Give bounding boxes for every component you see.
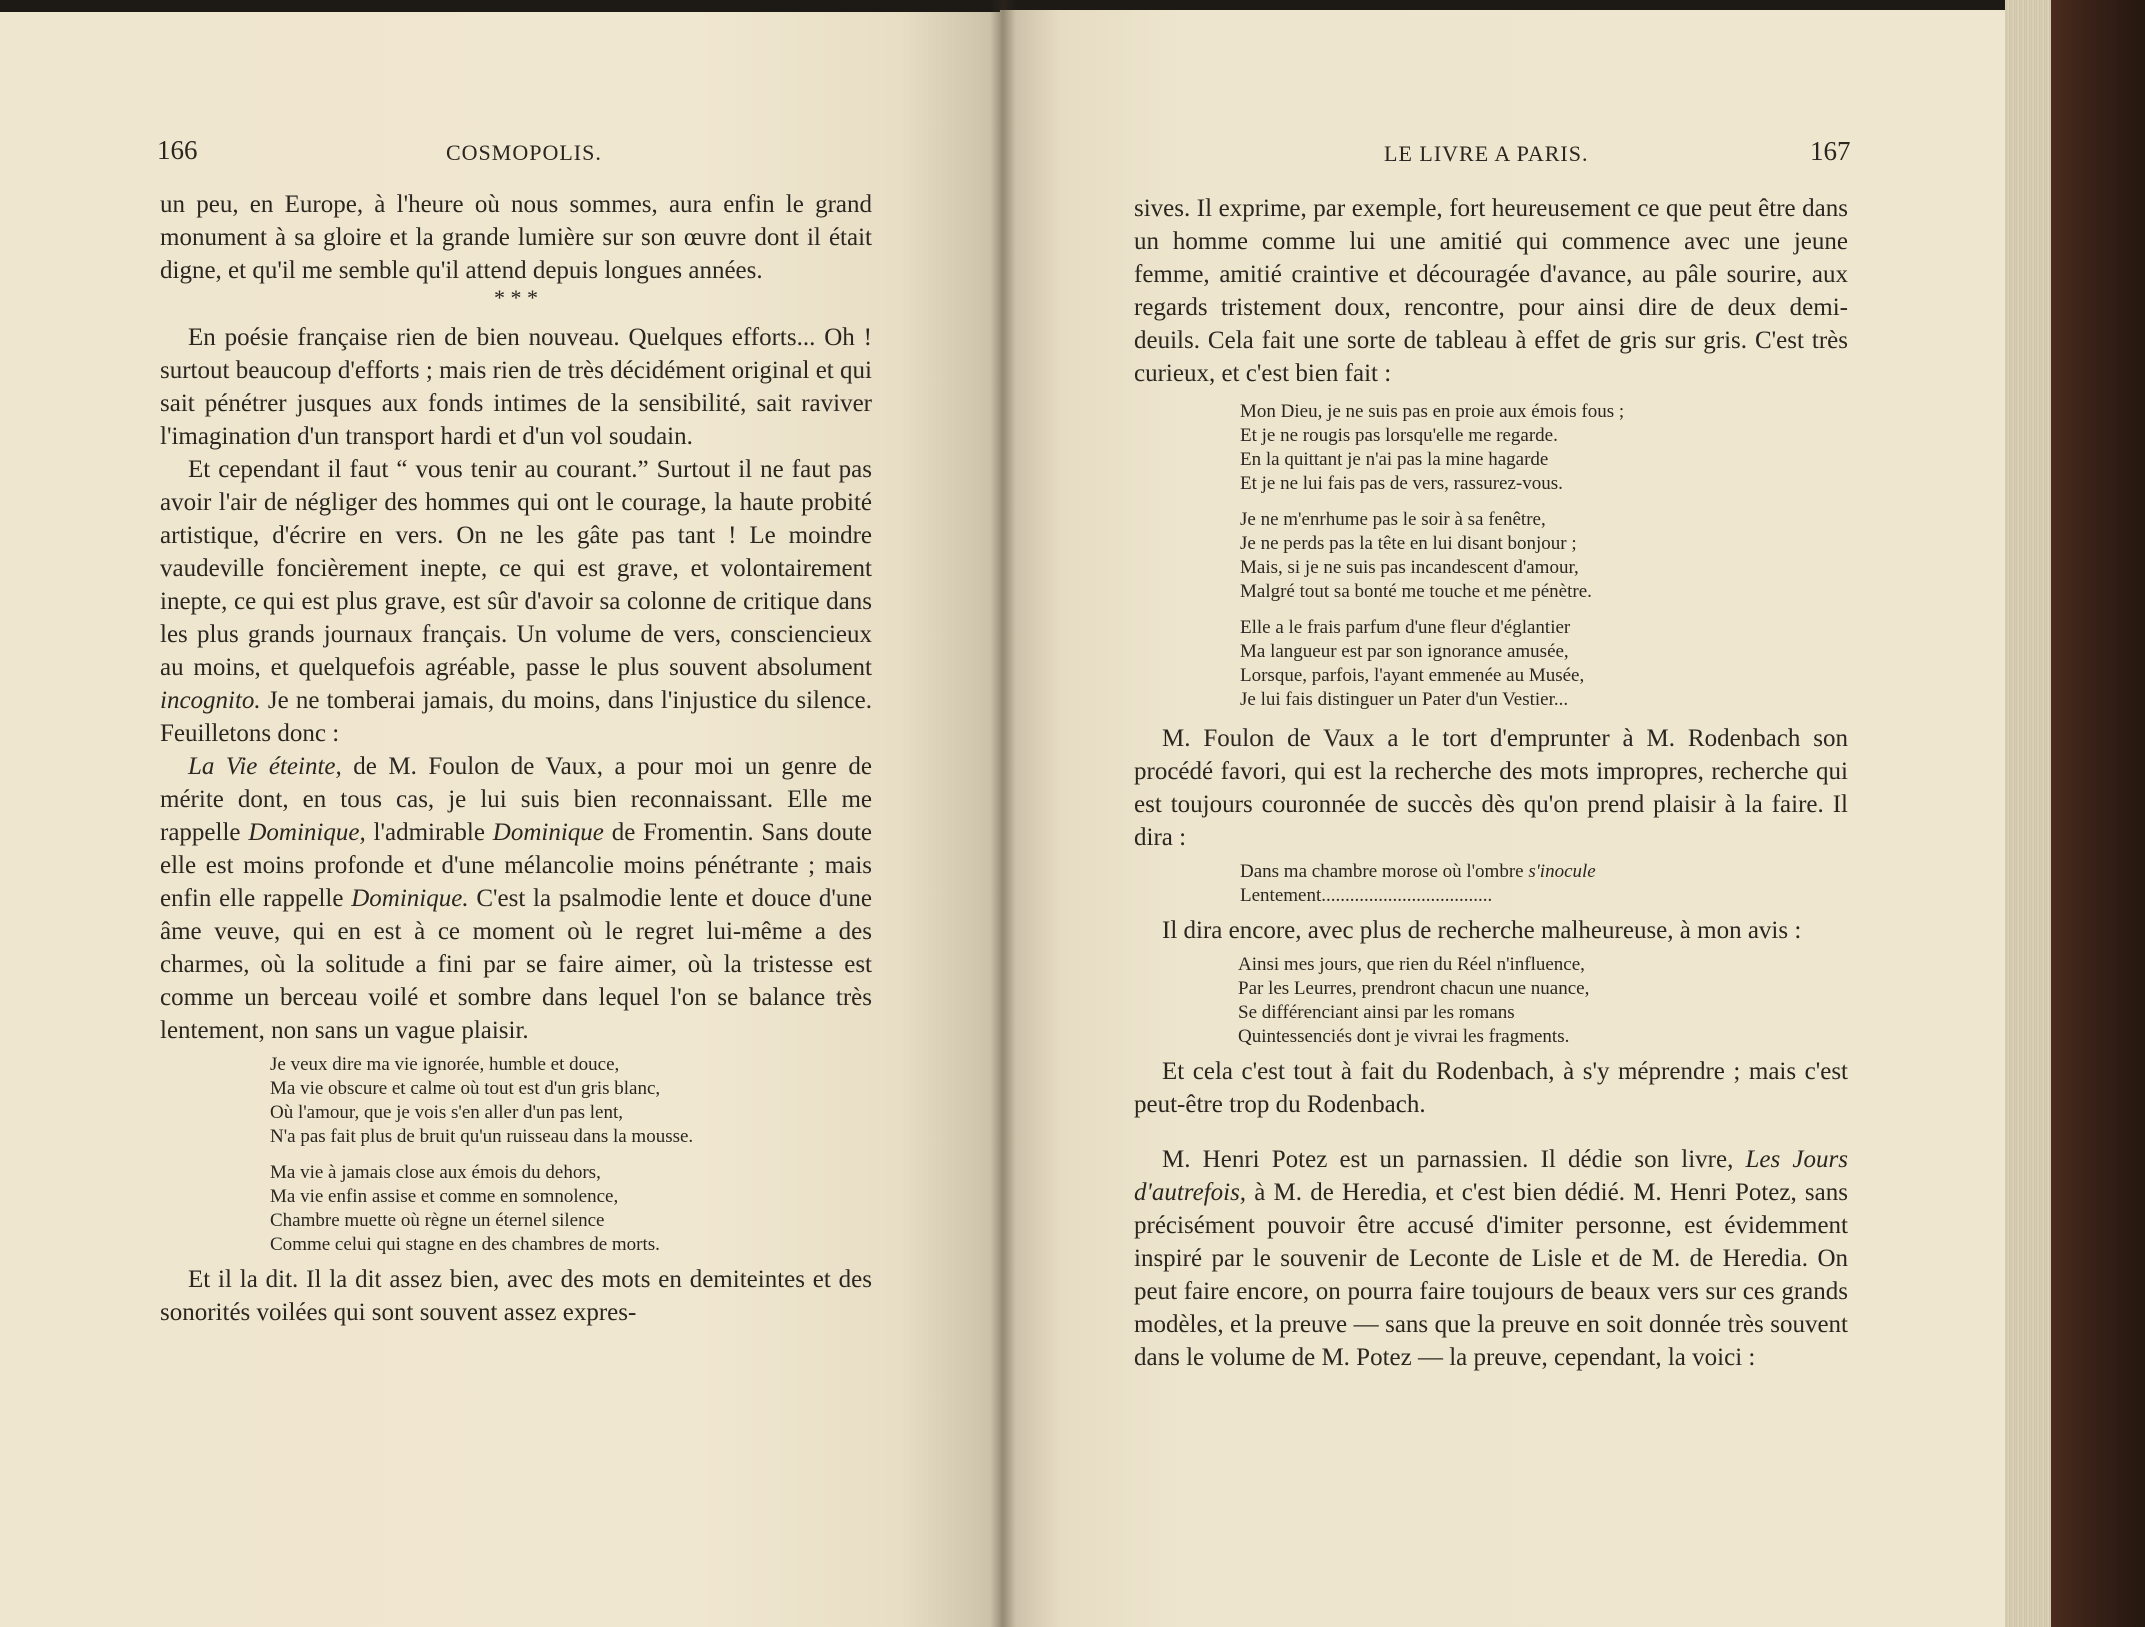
encore-paragraph: Il dira encore, avec plus de recherche malheureuse, à mon avis : xyxy=(1162,917,1802,944)
rodenbach-paragraph: Et cela c'est tout à fait du Rodenbach, à s'y méprendre ; mais c'est peut-être trop du Rodenbach. xyxy=(1134,1058,1848,1118)
right-page xyxy=(1000,10,2008,1627)
verse-line xyxy=(1240,860,1848,884)
paragraph-gap xyxy=(1134,1121,1848,1143)
potez-paragraph xyxy=(1134,1143,1848,1374)
verse-line: Ma vie enfin assise et comme en somnolence, xyxy=(270,1186,619,1207)
verse-stanza xyxy=(270,1161,872,1257)
text-span: l'admirable xyxy=(365,819,493,846)
verse-line: En la quittant je n'ai pas la mine hagarde xyxy=(1240,449,1549,470)
right-opening-paragraph: sives. Il exprime, par exemple, fort heureusement ce que peut être dans un homme comme lui une amitié qui commence avec une jeune femme, amitié craintive et découragée d'avance, au pâle sourire, aux regards tristement doux, rencontre, pour ainsi dire de deux demi-deuils. Cela fait une sorte de tableau à effet de gris sur gris. C'est très curieux, et c'est bien fait : xyxy=(1134,195,1848,387)
right-page-number: 167 xyxy=(1810,136,1851,166)
verse-line: Je lui fais distinguer un Pater d'un Vestier... xyxy=(1240,689,1569,710)
verse-line: Et je ne rougis pas lorsqu'elle me regarde. xyxy=(1240,425,1558,446)
right-verse-2 xyxy=(1240,860,1848,908)
verse-line: N'a pas fait plus de bruit qu'un ruisseau dans la mousse. xyxy=(270,1126,694,1147)
verse-line: Lentement.................................... xyxy=(1240,885,1493,906)
text-span: Dans ma chambre morose où l'ombre xyxy=(1240,861,1529,882)
verse-line: Où l'amour, que je vois s'en aller d'un pas lent, xyxy=(270,1102,624,1123)
text-span: de Fromentin. Sans doute elle est moins profonde et d'une mélancolie moins pénétrante ; mais enfin elle rappelle xyxy=(160,819,873,912)
right-running-head: LE LIVRE A PARIS. xyxy=(1384,141,1589,166)
italic-dominique: Dominique. xyxy=(351,885,469,912)
verse-line: Comme celui qui stagne en des chambres de morts. xyxy=(270,1234,660,1255)
foulon-paragraph: M. Foulon de Vaux a le tort d'emprunter à M. Rodenbach son procédé favori, qui est la recherche des mots impropres, recherche qui est toujours couronnée de succès dès qu'on prend plaisir à la faire. Il dira : xyxy=(1134,725,1848,851)
book-cover-edge xyxy=(2051,0,2145,1627)
right-body xyxy=(1134,192,1848,1374)
left-body xyxy=(160,188,872,1329)
text-span: Et cependant il faut “ vous tenir au courant.” Surtout il ne faut pas avoir l'air de négliger des hommes qui ont le courage, la haute probité artistique, d'écrire en vers. On ne les gâte pas tant ! Le moindre vaudeville foncièrement inepte, ce qui est grave, et volontairement inepte, ce qui est plus grave, est sûr d'avoir sa colonne de critique dans les plus grands journaux français. Un volume de vers, consciencieux au moins, et quelquefois agréable, passe le plus souvent absolument xyxy=(160,456,872,681)
verse-line: Quintessenciés dont je vivrai les fragments. xyxy=(1238,1026,1570,1047)
verse-line: Et je ne lui fais pas de vers, rassurez-vous. xyxy=(1240,473,1563,494)
verse-stanza xyxy=(270,1053,872,1149)
verse-line: Je ne m'enrhume pas le soir à sa fenêtre, xyxy=(1240,509,1546,530)
verse-line: Malgré tout sa bonté me touche et me pénètre. xyxy=(1240,581,1592,602)
text-span: C'est la psalmodie lente et douce d'une âme veuve, qui en est à ce moment où le regret lui-même a des charmes, où la solitude a fini par se faire aimer, où la tristesse est comme un berceau voilé et sombre dans lequel l'on se balance très lentement, non sans un vague plaisir. xyxy=(160,885,872,1044)
book-title-italic: La Vie éteinte, xyxy=(188,753,342,780)
left-verse xyxy=(270,1053,872,1257)
text-span: M. Henri Potez est un parnassien. Il dédie son livre, xyxy=(1162,1146,1746,1173)
italic-incognito: incognito. xyxy=(160,687,261,714)
verse-line: Elle a le frais parfum d'une fleur d'églantier xyxy=(1240,617,1571,638)
text-span: à M. de Heredia, et c'est bien dédié. M. Henri Potez, sans précisément pouvoir être accusé d'imiter personne, est évidemment inspiré par le souvenir de Leconte de Lisle et de M. de Heredia. On peut faire encore, on pourra faire toujours de beaux vers sur ces grands modèles, et la preuve — sans que la preuve en soit donnée très souvent dans le volume de M. Potez — la preuve, cependant, la voici : xyxy=(1134,1179,1848,1371)
verse-stanza xyxy=(1240,400,1848,496)
vie-eteinte-paragraph xyxy=(160,750,872,1047)
page-edges xyxy=(2005,0,2051,1627)
right-verse-3 xyxy=(1238,953,1848,1049)
italic-dominique: Dominique xyxy=(492,819,604,846)
verse-line: Se différenciant ainsi par les romans xyxy=(1238,1002,1515,1023)
verse-line: Ainsi mes jours, que rien du Réel n'influence, xyxy=(1238,954,1585,975)
right-verse-1 xyxy=(1240,400,1848,712)
verse-line: Lorsque, parfois, l'ayant emmenée au Musée, xyxy=(1240,665,1585,686)
left-page xyxy=(0,12,1000,1627)
verse-stanza xyxy=(1240,616,1848,712)
cependant-paragraph xyxy=(160,453,872,750)
verse-line: Mon Dieu, je ne suis pas en proie aux émois fous ; xyxy=(1240,401,1625,422)
poesie-paragraph: En poésie française rien de bien nouveau. Quelques efforts... Oh ! surtout beaucoup d'efforts ; mais rien de très décidément original et qui sait pénétrer jusques aux fonds intimes de la sensibilité, sait raviver l'imagination d'un transport hardi et d'un vol soudain. xyxy=(160,324,872,450)
text-span: Je ne tomberai jamais, du moins, dans l'injustice du silence. Feuilletons donc : xyxy=(160,687,872,747)
italic-dominique: Dominique, xyxy=(248,819,366,846)
italic-inocule: s'inocule xyxy=(1528,861,1596,882)
verse-line: Je ne perds pas la tête en lui disant bonjour ; xyxy=(1240,533,1577,554)
left-running-head: COSMOPOLIS. xyxy=(446,140,602,165)
verse-line: Ma vie obscure et calme où tout est d'un gris blanc, xyxy=(270,1078,661,1099)
closing-paragraph: Et il la dit. Il la dit assez bien, avec des mots en demiteintes et des sonorités voilées qui sont souvent assez expres- xyxy=(160,1266,872,1326)
verse-line: Ma vie à jamais close aux émois du dehors, xyxy=(270,1162,601,1183)
verse-line: Par les Leurres, prendront chacun une nuance, xyxy=(1238,978,1590,999)
text-span: de M. Foulon de Vaux, a pour moi un genre de mérite dont, en tous cas, je lui suis bien reconnaissant. Elle me rappelle xyxy=(160,753,872,846)
verse-line: Chambre muette où règne un éternel silence xyxy=(270,1210,605,1231)
book-gutter xyxy=(990,0,1016,1627)
section-break: * * * xyxy=(494,285,538,310)
verse-stanza xyxy=(1240,508,1848,604)
verse-line: Mais, si je ne suis pas incandescent d'amour, xyxy=(1240,557,1579,578)
left-opening-paragraph: un peu, en Europe, à l'heure où nous sommes, aura enfin le grand monument à sa gloire et la grande lumière sur son œuvre dont il était digne, et qu'il me semble qu'il attend depuis longues années. xyxy=(160,191,872,284)
verse-line: Je veux dire ma vie ignorée, humble et douce, xyxy=(270,1054,620,1075)
left-page-number: 166 xyxy=(157,135,198,165)
italic-book-title: Les Jours d'autrefois, xyxy=(1134,1146,1848,1206)
verse-line: Ma langueur est par son ignorance amusée, xyxy=(1240,641,1569,662)
